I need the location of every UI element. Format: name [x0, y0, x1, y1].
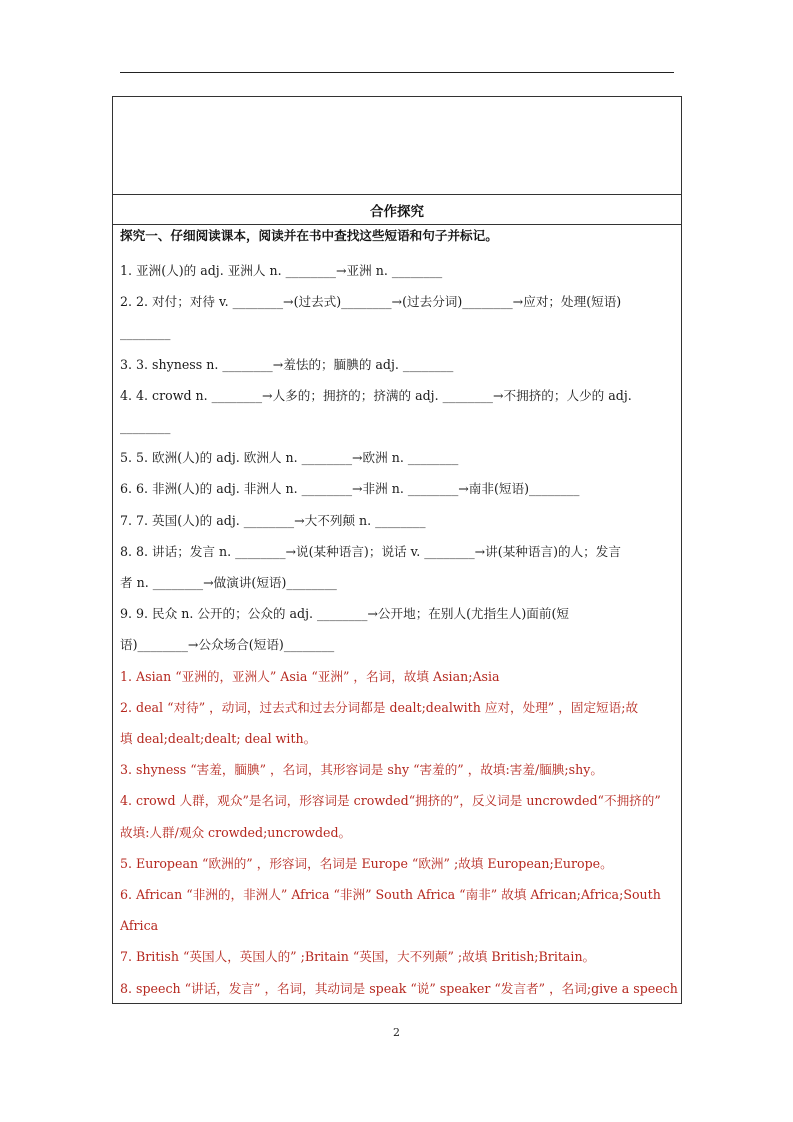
question-line: 8. 8. 讲话；发言 n. ________→说(某种语言)；说话 v. ________→讲(某种语言)的人；发言 [120, 544, 621, 559]
instruction: 探究一、仔细阅读课本，阅读并在书中查找这些短语和句子并标记。 [120, 228, 498, 243]
question-line: ________ [120, 419, 171, 434]
question-line: 语)________→公众场合(短语)________ [120, 637, 335, 652]
question-line: 3. 3. shyness n. ________→羞怯的；腼腆的 adj. ________ [120, 357, 454, 372]
header-rule [120, 72, 674, 73]
question-line: 2. 2. 对付；对待 v. ________→(过去式)________→(过去分词)________→应对；处理(短语) [120, 294, 622, 309]
question-line: 9. 9. 民众 n. 公开的；公众的 adj. ________→公开地；在别人(尤指生人)面前(短 [120, 606, 569, 621]
page-number: 2 [393, 1026, 400, 1039]
question-line: 者 n. ________→做演讲(短语)________ [120, 575, 337, 590]
answer-line: 填 deal;dealt;dealt; deal with。 [120, 731, 317, 746]
answer-line: 2. deal “对待” ，动词，过去式和过去分词都是 dealt;dealwith 应对，处理” ，固定短语;故 [120, 700, 639, 715]
answer-line: 1. Asian “亚洲的，亚洲人” Asia “亚洲” ，名词，故填 Asian;Asia [120, 669, 500, 684]
question-line: 4. 4. crowd n. ________→人多的；拥挤的；挤满的 adj. ________→不拥挤的；人少的 adj. [120, 388, 632, 403]
answer-line: 8. speech “讲话，发言” ，名词，其动词是 speak “说” speaker “发言者” ，名词;give a speech [120, 981, 678, 996]
answer-line: 4. crowd 人群，观众”是名词，形容词是 crowded“拥挤的”，反义词是 uncrowded“不拥挤的” [120, 793, 661, 808]
answer-line: 5. European “欧洲的” ，形容词，名词是 Europe “欧洲” ;故填 European;Europe。 [120, 856, 613, 871]
answer-line: 3. shyness “害羞，腼腆” ，名词，其形容词是 shy “害羞的” ，故填:害羞/腼腆;shy。 [120, 762, 603, 777]
worksheet-table [112, 96, 682, 1004]
answer-line: Africa [120, 918, 159, 933]
question-line: 1. 亚洲(人)的 adj. 亚洲人 n. ________→亚洲 n. ________ [120, 263, 443, 278]
question-line: ________ [120, 325, 171, 340]
question-line: 7. 7. 英国(人)的 adj. ________→大不列颠 n. ________ [120, 513, 426, 528]
section-header: 合作探究 [113, 195, 681, 225]
answer-line: 故填:人群/观众 crowded;uncrowded。 [120, 825, 352, 840]
empty-top-cell [113, 97, 681, 195]
question-line: 5. 5. 欧洲(人)的 adj. 欧洲人 n. ________→欧洲 n. ________ [120, 450, 459, 465]
answer-line: 6. African “非洲的，非洲人” Africa “非洲” South Africa “南非” 故填 African;Africa;South [120, 887, 661, 902]
question-line: 6. 6. 非洲(人)的 adj. 非洲人 n. ________→非洲 n. ________→南非(短语)________ [120, 481, 580, 496]
answer-line: 7. British “英国人，英国人的” ;Britain “英国，大不列颠” ;故填 British;Britain。 [120, 949, 596, 964]
